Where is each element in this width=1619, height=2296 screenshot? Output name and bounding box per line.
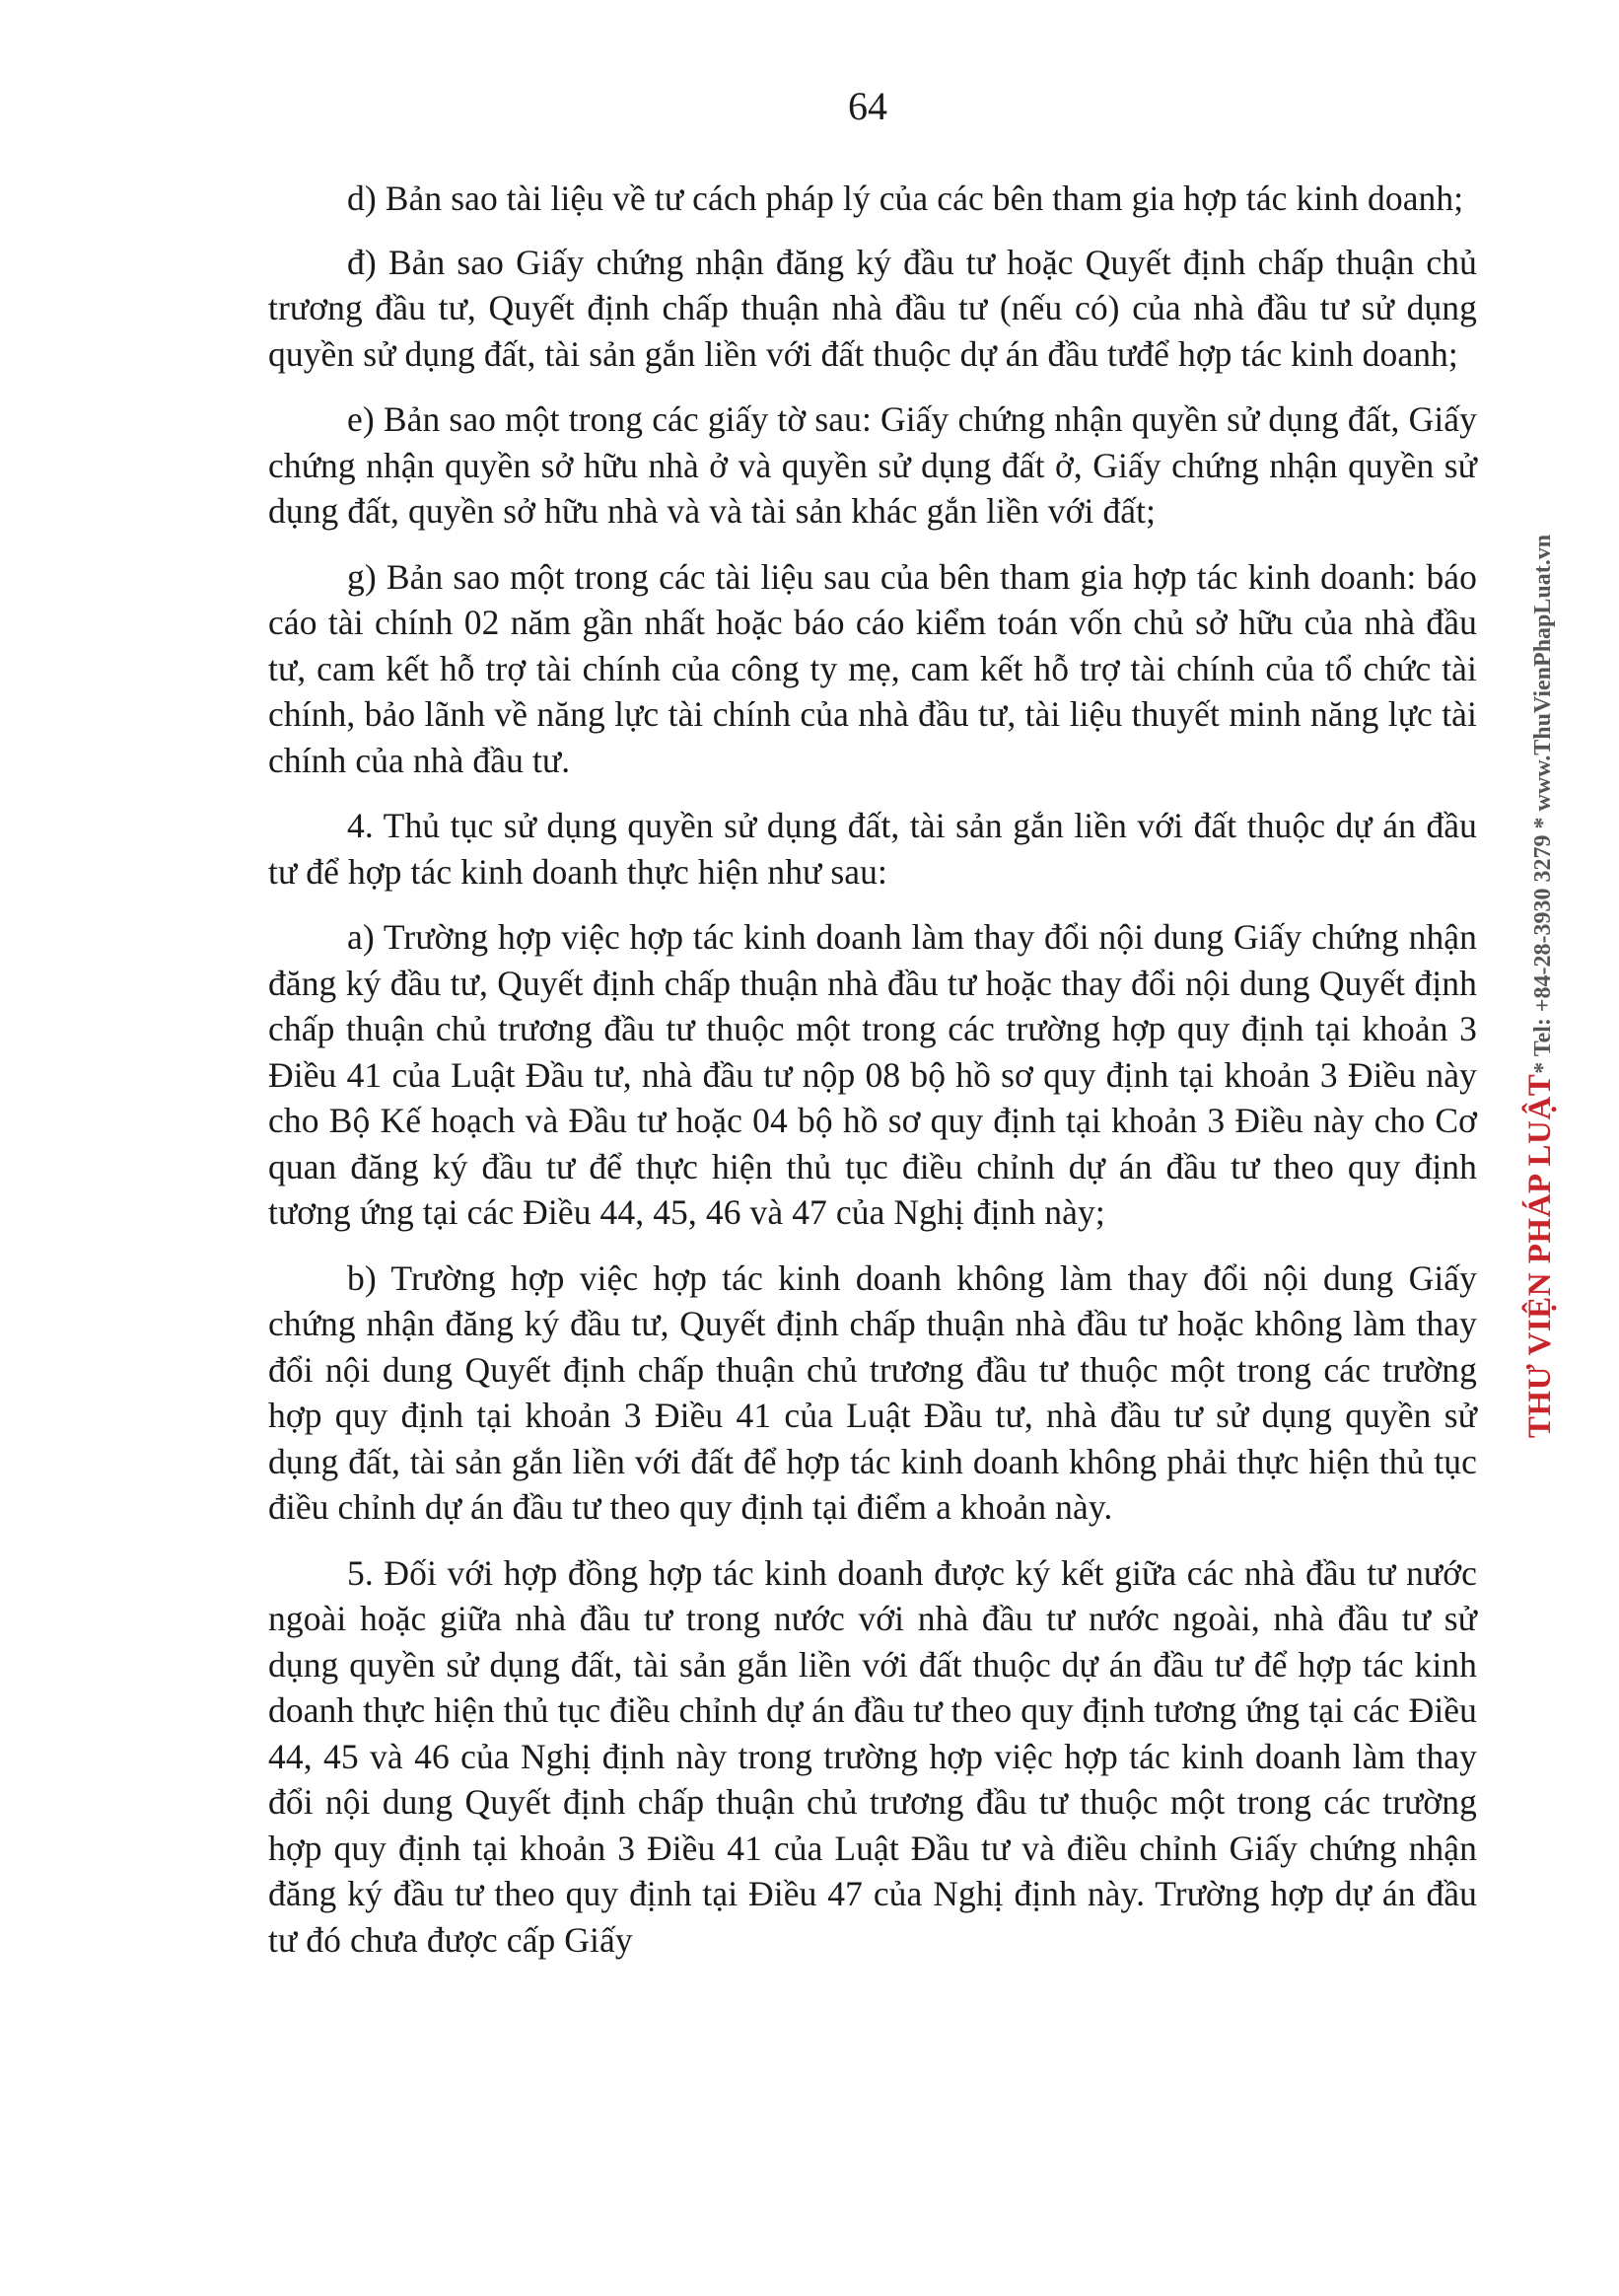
document-body (268, 176, 1477, 1982)
paragraph-4a: a) Trường hợp việc hợp tác kinh doanh làm thay đổi nội dung Giấy chứng nhận đăng ký đầu tư, Quyết định chấp thuận nhà đầu tư hoặc thay đổi nội dung Quyết định chấp thuận chủ trương đầu tư thuộc một trong các trường hợp quy định tại khoản 3 Điều 41 của Luật Đầu tư, nhà đầu tư nộp 08 bộ hồ sơ quy định tại khoản 3 Điều này cho Bộ Kế hoạch và Đầu tư hoặc 04 bộ hồ sơ quy định tại khoản 3 Điều này cho Cơ quan đăng ký đầu tư để thực hiện thủ tục điều chỉnh dự án đầu tư theo quy định tương ứng tại các Điều 44, 45, 46 và 47 của Nghị định này; (268, 917, 1477, 1232)
paragraph-dd: đ) Bản sao Giấy chứng nhận đăng ký đầu tư hoặc Quyết định chấp thuận chủ trương đầu tư, Quyết định chấp thuận nhà đầu tư (nếu có) của nhà đầu tư sử dụng quyền sử dụng đất, tài sản gắn liền với đất thuộc dự án đầu tưđể hợp tác kinh doanh; (268, 242, 1477, 374)
watermark-contact: * Tel: +84-28-3930 3279 * www.ThuVienPhapLuat.vn (1530, 534, 1556, 1074)
paragraph-d: d) Bản sao tài liệu về tư cách pháp lý của các bên tham gia hợp tác kinh doanh; (347, 179, 1464, 218)
paragraph-5: 5. Đối với hợp đồng hợp tác kinh doanh được ký kết giữa các nhà đầu tư nước ngoài hoặc giữa nhà đầu tư trong nước với nhà đầu tư nước ngoài, nhà đầu tư sử dụng quyền sử dụng đất, tài sản gắn liền với đất thuộc dự án đầu tư để hợp tác kinh doanh thực hiện thủ tục điều chỉnh dự án đầu tư theo quy định tương ứng tại các Điều 44, 45 và 46 của Nghị định này trong trường hợp việc hợp tác kinh doanh làm thay đổi nội dung Quyết định chấp thuận chủ trương đầu tư thuộc một trong các trường hợp quy định tại khoản 3 Điều 41 của Luật Đầu tư và điều chỉnh Giấy chứng nhận đăng ký đầu tư theo quy định tại Điều 47 của Nghị định này. Trường hợp dự án đầu tư đó chưa được cấp Giấy (268, 1552, 1477, 1960)
page-number: 64 (848, 84, 887, 128)
paragraph-g: g) Bản sao một trong các tài liệu sau của bên tham gia hợp tác kinh doanh: báo cáo tài chính 02 năm gần nhất hoặc báo cáo kiểm toán vốn chủ sở hữu của nhà đầu tư, cam kết hỗ trợ tài chính của công ty mẹ, cam kết hỗ trợ tài chính của tổ chức tài chính, bảo lãnh về năng lực tài chính của nhà đầu tư, tài liệu thuyết minh năng lực tài chính của nhà đầu tư. (268, 556, 1477, 780)
paragraph-4b: b) Trường hợp việc hợp tác kinh doanh không làm thay đổi nội dung Giấy chứng nhận đăng ký đầu tư, Quyết định chấp thuận nhà đầu tư hoặc không làm thay đổi nội dung Quyết định chấp thuận chủ trương đầu tư thuộc một trong các trường hợp quy định tại khoản 3 Điều 41 của Luật Đầu tư, nhà đầu tư sử dụng quyền sử dụng đất, tài sản gắn liền với đất để hợp tác kinh doanh không phải thực hiện thủ tục điều chỉnh dự án đầu tư theo quy định tại điểm a khoản này. (268, 1257, 1477, 1527)
paragraph-e: e) Bản sao một trong các giấy tờ sau: Giấy chứng nhận quyền sử dụng đất, Giấy chứng nhận quyền sở hữu nhà ở và quyền sử dụng đất ở, Giấy chứng nhận quyền sử dụng đất, quyền sở hữu nhà và và tài sản khác gắn liền với đất; (268, 399, 1477, 531)
paragraph-4: 4. Thủ tục sử dụng quyền sử dụng đất, tài sản gắn liền với đất thuộc dự án đầu tư để hợp tác kinh doanh thực hiện như sau: (268, 806, 1477, 892)
watermark-brand: THƯ VIỆN PHÁP LUẬT (1522, 1073, 1558, 1439)
side-watermark (1518, 493, 1562, 1479)
